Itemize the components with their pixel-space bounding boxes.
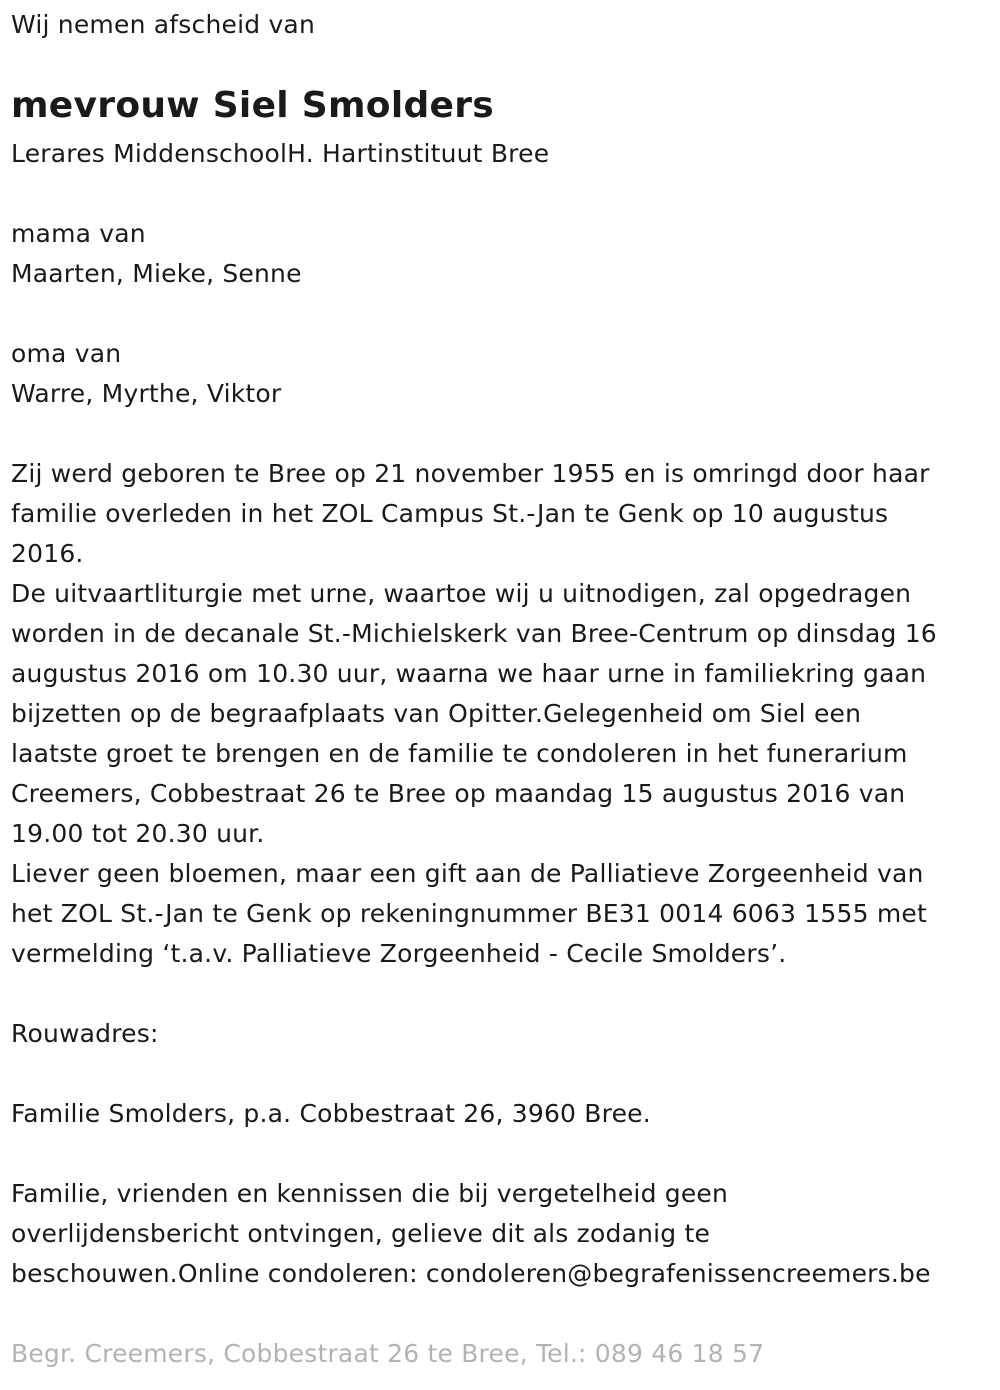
mother-of-label: mama van bbox=[11, 219, 146, 248]
info-line: Familie, vrienden en kennissen die bij vergetelheid geen bbox=[11, 1179, 729, 1208]
body-line: Creemers, Cobbestraat 26 te Bree op maandag 15 augustus 2016 van bbox=[11, 779, 906, 808]
body-line: laatste groet te brengen en de familie te condoleren in het funerarium bbox=[11, 739, 908, 768]
condolence-info bbox=[11, 1174, 931, 1294]
body-line: Zij werd geboren te Bree op 21 november 1955 en is omringd door haar bbox=[11, 459, 930, 488]
body-line: vermelding ‘t.a.v. Palliatieve Zorgeenheid - Cecile Smolders’. bbox=[11, 939, 787, 968]
grandchildren-names: Warre, Myrthe, Viktor bbox=[11, 379, 282, 408]
grandmother-of-label: oma van bbox=[11, 339, 122, 368]
body-line: bijzetten op de begraafplaats van Opitter.Gelegenheid om Siel een bbox=[11, 699, 862, 728]
announcement-body bbox=[11, 454, 937, 974]
body-line: 19.00 tot 20.30 uur. bbox=[11, 819, 265, 848]
rouwadres-label: Rouwadres: bbox=[11, 1019, 159, 1048]
info-line: overlijdensbericht ontvingen, gelieve dit als zodanig te bbox=[11, 1219, 711, 1248]
body-line: De uitvaartliturgie met urne, waartoe wij u uitnodigen, zal opgedragen bbox=[11, 579, 912, 608]
body-line: 2016. bbox=[11, 539, 84, 568]
body-line: augustus 2016 om 10.30 uur, waarna we haar urne in familiekring gaan bbox=[11, 659, 927, 688]
body-line: Liever geen bloemen, maar een gift aan de Palliatieve Zorgeenheid van bbox=[11, 859, 924, 888]
body-line: familie overleden in het ZOL Campus St.-Jan te Genk op 10 augustus bbox=[11, 499, 889, 528]
deceased-name: mevrouw Siel Smolders bbox=[11, 85, 495, 126]
deceased-role: Lerares MiddenschoolH. Hartinstituut Bree bbox=[11, 139, 550, 168]
children-names: Maarten, Mieke, Senne bbox=[11, 259, 302, 288]
funeral-home-footer: Begr. Creemers, Cobbestraat 26 te Bree, Tel.: 089 46 18 57 bbox=[11, 1339, 765, 1368]
family-address: Familie Smolders, p.a. Cobbestraat 26, 3960 Bree. bbox=[11, 1099, 651, 1128]
mother-of-section bbox=[11, 214, 302, 294]
grandmother-of-section bbox=[11, 334, 281, 414]
intro-text: Wij nemen afscheid van bbox=[11, 10, 315, 39]
info-line: beschouwen.Online condoleren: condoleren@begrafenissencreemers.be bbox=[11, 1259, 931, 1288]
body-line: het ZOL St.-Jan te Genk op rekeningnummer BE31 0014 6063 1555 met bbox=[11, 899, 927, 928]
body-line: worden in de decanale St.-Michielskerk van Bree-Centrum op dinsdag 16 bbox=[11, 619, 937, 648]
